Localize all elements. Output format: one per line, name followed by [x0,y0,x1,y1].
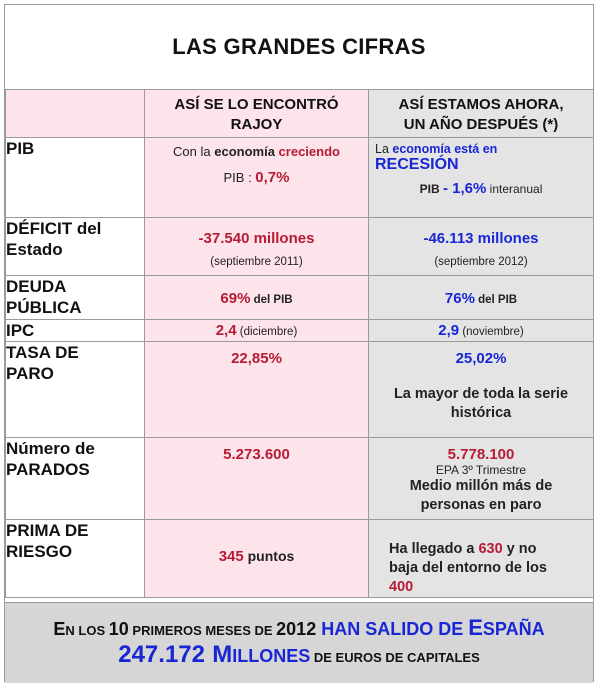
row-deuda [6,276,594,320]
cell-parados-rajoy: 5.273.600 [145,438,369,520]
label-pib: PIB [6,138,145,218]
row-parados [6,438,594,520]
table-header-row [6,90,594,138]
cell-deficit-ahora: -46.113 millones (septiembre 2012) [369,218,594,276]
footer-line-2: 247.172 MILLONES DE EUROS DE CAPITALES [118,641,480,668]
footer-line-1: EN LOS 10 PRIMEROS MESES DE 2012 HAN SALIDO DE ESPAÑA [53,615,545,640]
header-rajoy: ASÍ SE LO ENCONTRÓ RAJOY [145,90,369,138]
cell-parados-ahora: 5.778.100 EPA 3º Trimestre Medio millón más de personas en paro [369,438,594,520]
row-paro [6,342,594,438]
figures-table [5,89,594,598]
footer-banner [5,602,593,683]
row-pib [6,138,594,218]
row-prima [6,520,594,598]
cell-prima-rajoy: 345 puntos [145,520,369,598]
cell-ipc-rajoy: 2,4 (diciembre) [145,320,369,342]
label-parados: Número de PARADOS [6,438,145,520]
label-deficit: DÉFICIT del Estado [6,218,145,276]
cell-prima-ahora: Ha llegado a 630 y no baja del entorno de los 400 [369,520,594,598]
cell-paro-ahora: 25,02% La mayor de toda la serie histórica [369,342,594,438]
header-ahora: ASÍ ESTAMOS AHORA, UN AÑO DESPUÉS (*) [369,90,594,138]
label-deuda: DEUDA PÚBLICA [6,276,145,320]
cell-paro-rajoy: 22,85% [145,342,369,438]
cell-ipc-ahora: 2,9 (noviembre) [369,320,594,342]
cell-pib-rajoy: Con la economía creciendo PIB : 0,7% [145,138,369,218]
cell-pib-ahora: La economía está en RECESIÓN PIB - 1,6% interanual [369,138,594,218]
label-prima: PRIMA DE RIESGO [6,520,145,598]
label-paro: TASA DE PARO [6,342,145,438]
cell-deuda-ahora: 76% del PIB [369,276,594,320]
label-ipc: IPC [6,320,145,342]
row-ipc [6,320,594,342]
table-frame [4,4,594,682]
row-deficit [6,218,594,276]
header-empty-cell [6,90,145,138]
page-title: LAS GRANDES CIFRAS [5,5,593,90]
cell-deuda-rajoy: 69% del PIB [145,276,369,320]
cell-deficit-rajoy: -37.540 millones (septiembre 2011) [145,218,369,276]
